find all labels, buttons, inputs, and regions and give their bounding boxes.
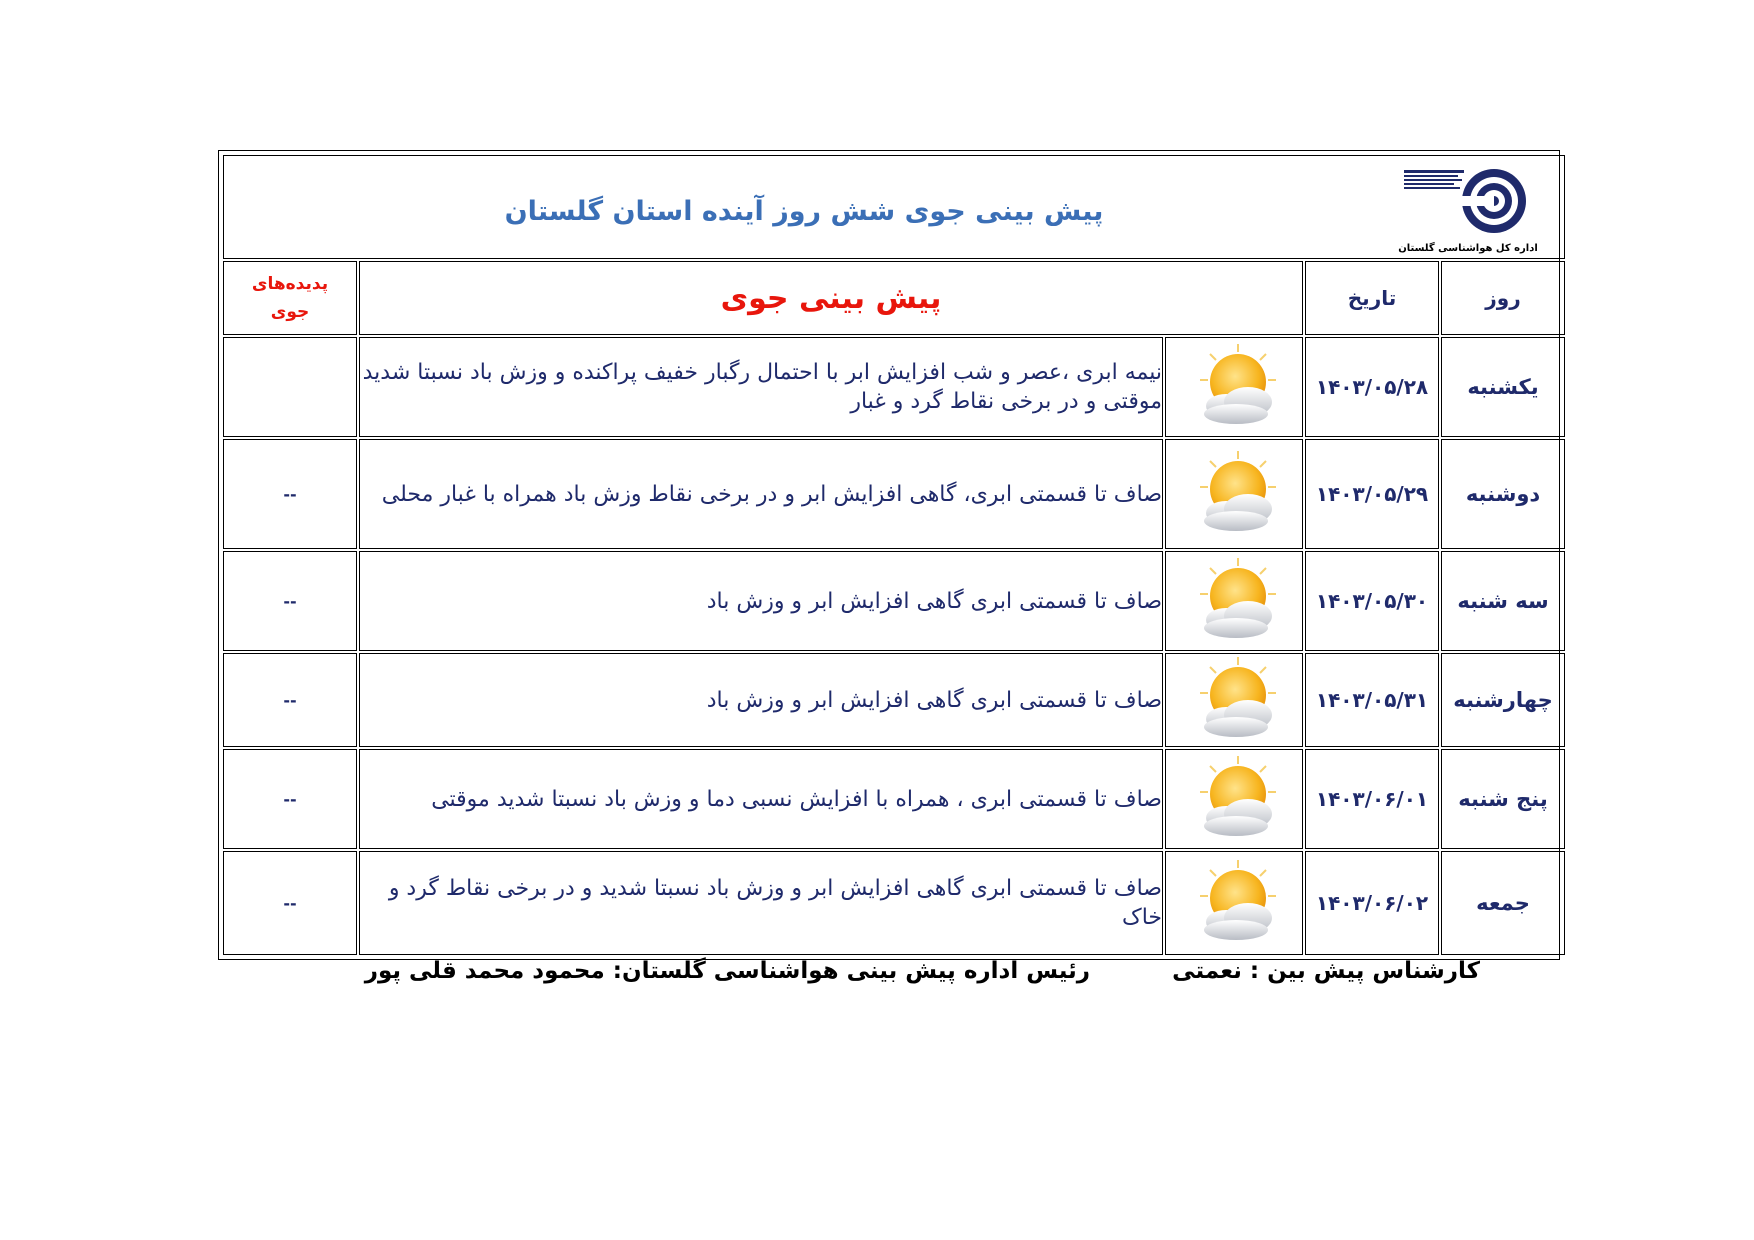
header-cell: [223, 155, 1565, 259]
icon-cell: [1165, 851, 1303, 955]
forecaster-credit: کارشناس پیش بین : نعمتی: [1172, 958, 1480, 984]
col-header-phenomena-line1: پدیده‌های: [251, 274, 329, 294]
day-cell: سه شنبه: [1441, 551, 1565, 651]
col-header-date: تاریخ: [1305, 261, 1439, 335]
page-title: پیش بینی جوی شش روز آینده استان گلستان: [504, 196, 1104, 227]
forecast-description: صاف تا قسمتی ابری گاهی افزایش ابر و وزش باد: [359, 653, 1163, 747]
icon-cell: [1165, 551, 1303, 651]
date-cell: ۱۴۰۳/۰۵/۳۰: [1305, 551, 1439, 651]
icon-cell: [1165, 653, 1303, 747]
table-row: [223, 439, 1565, 549]
partly-cloudy-icon: [1186, 929, 1282, 948]
day-cell: دوشنبه: [1441, 439, 1565, 549]
forecast-description: صاف تا قسمتی ابری، گاهی افزایش ابر و در برخی نقاط وزش باد همراه با غبار محلی: [359, 439, 1163, 549]
day-cell: یکشنبه: [1441, 337, 1565, 437]
partly-cloudy-icon: [1186, 520, 1282, 539]
forecast-table: [221, 153, 1567, 957]
col-header-forecast: پیش بینی جوی: [359, 261, 1303, 335]
partly-cloudy-icon: [1186, 726, 1282, 745]
col-header-phenomena-line2: جوی: [270, 302, 310, 322]
icon-cell: [1165, 749, 1303, 849]
phenomena-cell: --: [223, 749, 357, 849]
logo-caption: اداره کل هواشناسی گلستان: [1398, 243, 1538, 254]
date-cell: ۱۴۰۳/۰۵/۳۱: [1305, 653, 1439, 747]
col-header-day: روز: [1441, 261, 1565, 335]
phenomena-cell: --: [223, 653, 357, 747]
icon-cell: [1165, 439, 1303, 549]
col-header-phenomena: [223, 261, 357, 335]
date-cell: ۱۴۰۳/۰۵/۲۸: [1305, 337, 1439, 437]
table-row: [223, 749, 1565, 849]
day-cell: پنج شنبه: [1441, 749, 1565, 849]
footer: [218, 958, 1560, 998]
day-cell: جمعه: [1441, 851, 1565, 955]
day-cell: چهارشنبه: [1441, 653, 1565, 747]
forecast-description: صاف تا قسمتی ابری ، همراه با افزایش نسبی دما و وزش باد نسبتا شدید موقتی: [359, 749, 1163, 849]
table-row: [223, 337, 1565, 437]
table-row: [223, 551, 1565, 651]
forecast-rows: [223, 337, 1565, 955]
table-row: [223, 851, 1565, 955]
partly-cloudy-icon: [1186, 413, 1282, 432]
phenomena-cell: --: [223, 551, 357, 651]
partly-cloudy-icon: [1186, 825, 1282, 844]
forecast-description: نیمه ابری ،عصر و شب افزایش ابر با احتمال رگبار خفیف پراکنده و وزش باد نسبتا شدید موقتی و در برخی نقاط گرد و غبار: [359, 337, 1163, 437]
icon-cell: [1165, 337, 1303, 437]
partly-cloudy-icon: [1186, 627, 1282, 646]
phenomena-cell: [223, 337, 357, 437]
forecast-description: صاف تا قسمتی ابری گاهی افزایش ابر و وزش باد نسبتا شدید و در برخی نقاط گرد و خاک: [359, 851, 1163, 955]
forecast-description: صاف تا قسمتی ابری گاهی افزایش ابر و وزش باد: [359, 551, 1163, 651]
phenomena-cell: --: [223, 439, 357, 549]
date-cell: ۱۴۰۳/۰۶/۰۲: [1305, 851, 1439, 955]
date-cell: ۱۴۰۳/۰۶/۰۱: [1305, 749, 1439, 849]
phenomena-cell: --: [223, 851, 357, 955]
forecast-sheet: [218, 150, 1560, 960]
date-cell: ۱۴۰۳/۰۵/۲۹: [1305, 439, 1439, 549]
table-row: [223, 653, 1565, 747]
head-credit: رئیس اداره پیش بینی هواشناسی گلستان: محمود محمد قلی پور: [364, 958, 1090, 984]
